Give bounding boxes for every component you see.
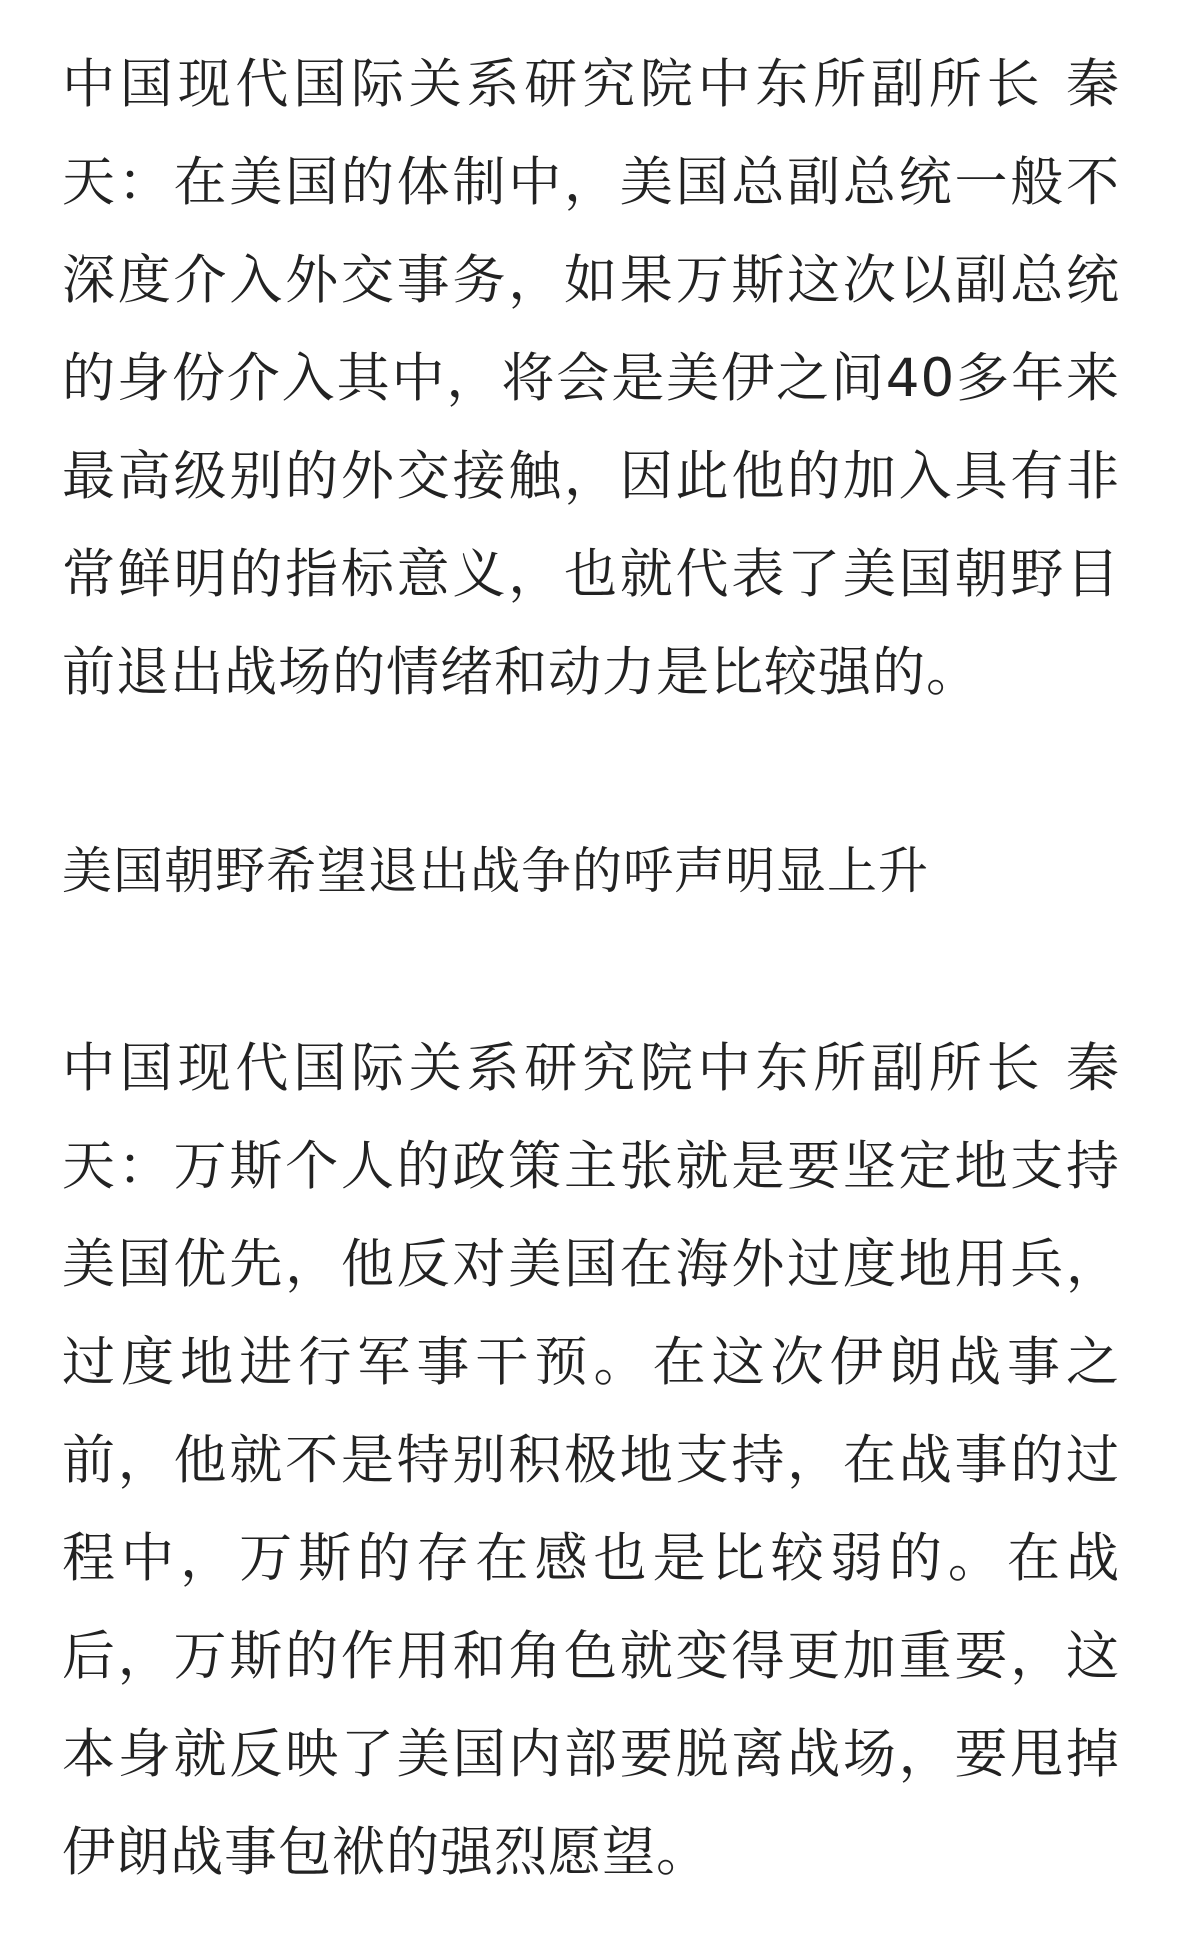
- paragraph-spacer: [62, 722, 1120, 822]
- article-body: [62, 36, 1120, 1902]
- paragraph-1: 中国现代国际关系研究院中东所副所长 秦天：在美国的体制中，美国总副总统一般不深度介入外交事务，如果万斯这次以副总统的身份介入其中，将会是美伊之间40多年来最高级别的外交接触，因此他的加入具有非常鲜明的指标意义，也就代表了美国朝野目前退出战场的情绪和动力是比较强的。: [62, 54, 1120, 703]
- paragraph-2: 中国现代国际关系研究院中东所副所长 秦天：万斯个人的政策主张就是要坚定地支持美国优先，他反对美国在海外过度地用兵，过度地进行军事干预。在这次伊朗战事之前，他就不是特别积极地支持，在战事的过程中，万斯的存在感也是比较弱的。在战后，万斯的作用和角色就变得更加重要，这本身就反映了美国内部要脱离战场，要甩掉伊朗战事包袱的强烈愿望。: [62, 1038, 1120, 1883]
- section-subheading: 美国朝野希望退出战争的呼声明显上升: [62, 842, 929, 900]
- paragraph-spacer: [62, 920, 1120, 1020]
